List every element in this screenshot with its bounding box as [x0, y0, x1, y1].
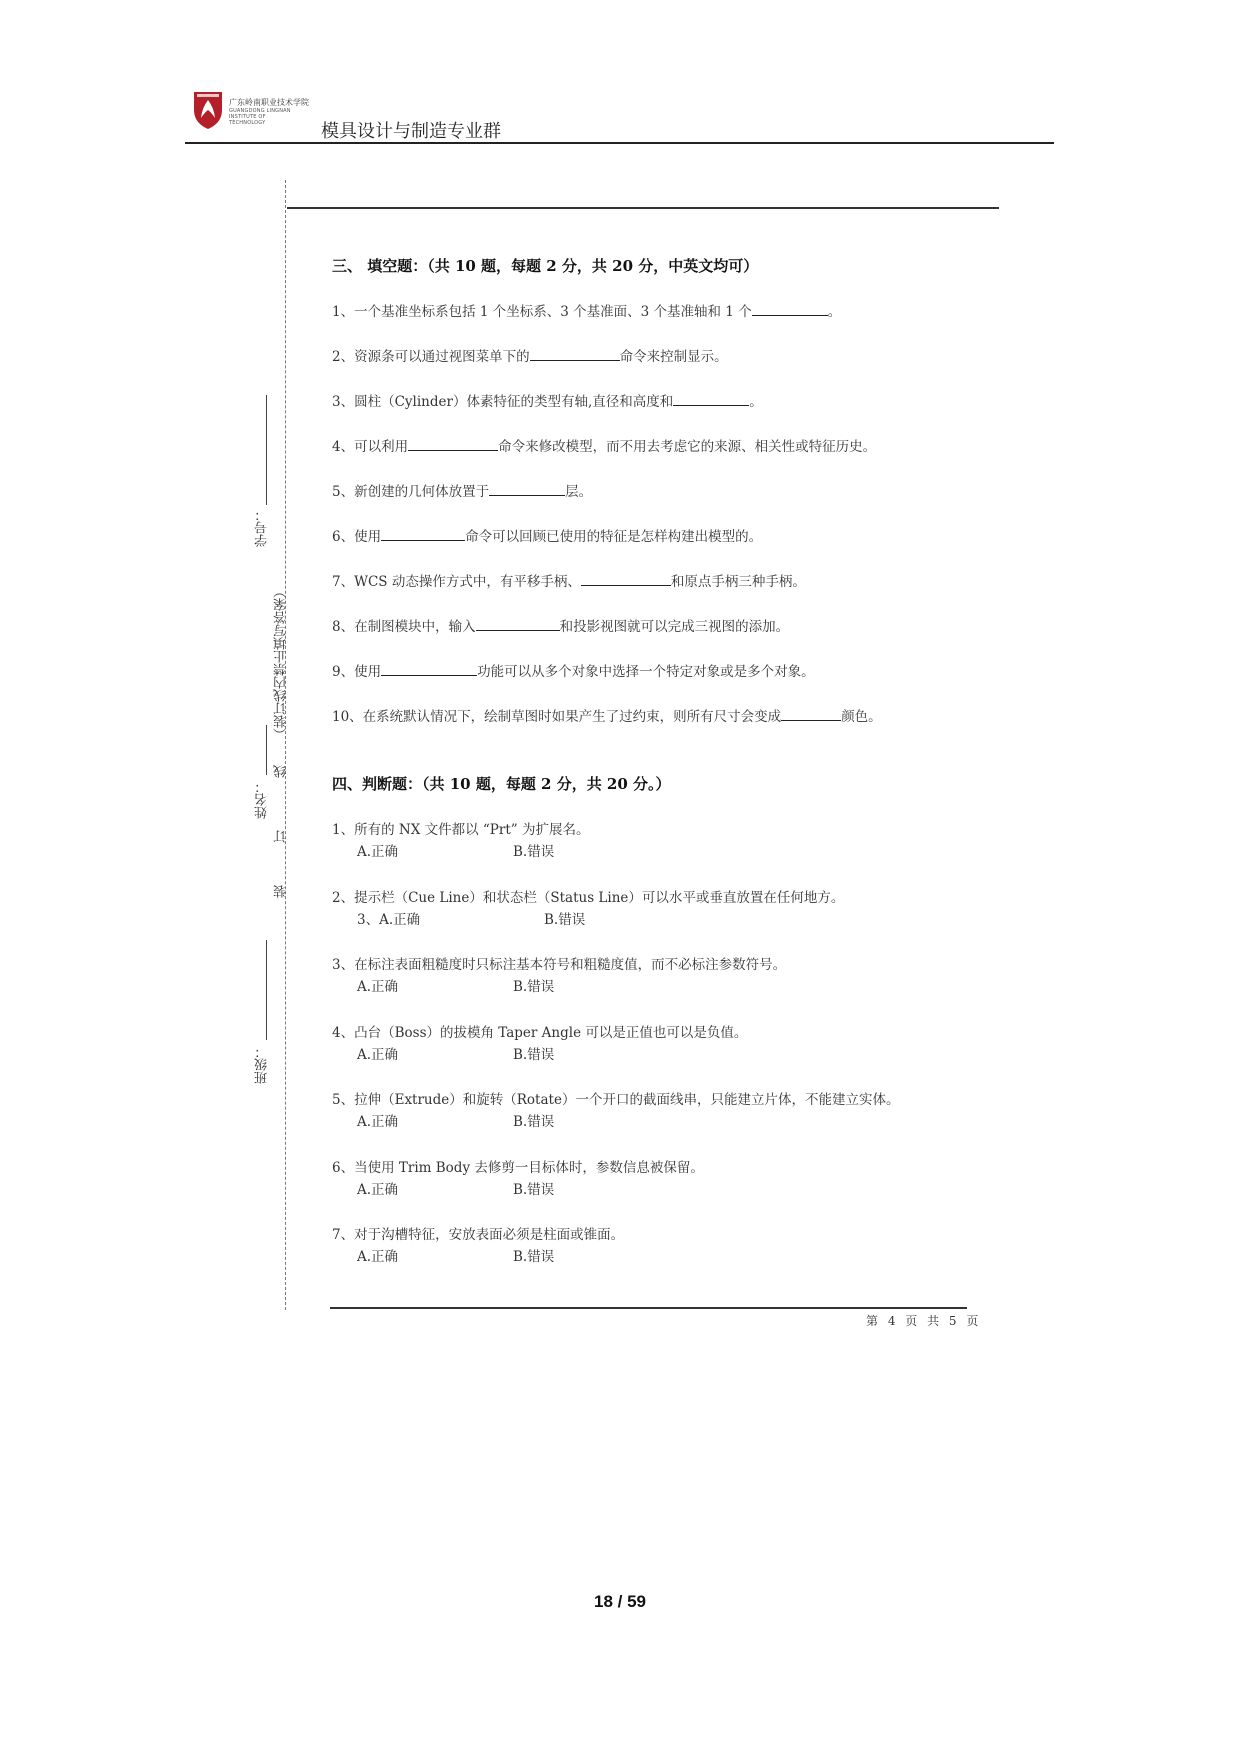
judge-question-5: 5、拉伸（Extrude）和旋转（Rotate）一个开口的截面线串，只能建立片体，不能建立实体。: [332, 1092, 900, 1108]
option-true[interactable]: A.正确: [357, 1249, 399, 1265]
school-logo-icon: [193, 90, 223, 130]
name-line: [266, 725, 267, 775]
binding-note: （装订线内禁止填写答案）: [274, 585, 289, 741]
judge-section-title: 四、判断题：（共 10 题，每题 2 分，共 20 分。）: [332, 775, 671, 793]
option-true[interactable]: A.正确: [357, 1047, 399, 1063]
fill-question-4: 4、可以利用 命令来修改模型，而不用去考虑它的来源、相关性或特征历史。: [332, 439, 877, 455]
option-false[interactable]: B.错误: [513, 979, 555, 995]
judge-question-7: 7、对于沟槽特征，安放表面必须是柱面或锥面。: [332, 1227, 625, 1243]
judge-question-4: 4、凸台（Boss）的拔模角 Taper Angle 可以是正值也可以是负值。: [332, 1025, 748, 1041]
option-false[interactable]: B.错误: [513, 1182, 555, 1198]
option-true[interactable]: 3、A.正确: [357, 912, 421, 928]
option-false[interactable]: B.错误: [513, 844, 555, 860]
sheet-bottom-rule: [330, 1307, 967, 1309]
judge-question-2: 2、提示栏（Cue Line）和状态栏（Status Line）可以水平或垂直放置在任何地方。: [332, 890, 845, 906]
answer-blank[interactable]: [381, 528, 465, 541]
header-divider: [185, 142, 1054, 144]
sheet-page-footer: 第 4 页 共 5 页: [866, 1314, 982, 1328]
school-name-en: GUANGDONG LINGNAN INSTITUTE OF TECHNOLOGY: [229, 108, 291, 126]
name-label: 姓名：: [255, 780, 270, 819]
fill-question-7: 7、WCS 动态操作方式中，有平移手柄、 和原点手柄三种手柄。: [332, 574, 806, 590]
class-line: [266, 940, 267, 1040]
option-false[interactable]: B.错误: [513, 1047, 555, 1063]
answer-blank[interactable]: [752, 303, 828, 316]
option-false[interactable]: B.错误: [513, 1249, 555, 1265]
answer-blank[interactable]: [489, 483, 565, 496]
option-false[interactable]: B.错误: [544, 912, 586, 928]
option-false[interactable]: B.错误: [513, 1114, 555, 1130]
judge-question-3: 3、在标注表面粗糙度时只标注基本符号和粗糙度值，而不必标注参数符号。: [332, 957, 787, 973]
class-label: 班级：: [255, 1045, 270, 1084]
binding-char-ding: 订: [274, 830, 289, 843]
student-id-line: [266, 395, 267, 505]
answer-blank[interactable]: [781, 708, 841, 721]
binding-char-zhuang: 装: [274, 885, 289, 898]
fill-question-5: 5、新创建的几何体放置于 层。: [332, 484, 593, 500]
answer-blank[interactable]: [581, 573, 671, 586]
answer-blank[interactable]: [530, 348, 620, 361]
answer-blank[interactable]: [408, 438, 498, 451]
option-true[interactable]: A.正确: [357, 844, 399, 860]
option-true[interactable]: A.正确: [357, 1114, 399, 1130]
answer-blank[interactable]: [476, 618, 560, 631]
answer-blank[interactable]: [381, 663, 477, 676]
option-true[interactable]: A.正确: [357, 1182, 399, 1198]
option-true[interactable]: A.正确: [357, 979, 399, 995]
fill-section-title: 三、 填空题：（共 10 题，每题 2 分，共 20 分，中英文均可）: [332, 257, 759, 275]
fill-question-6: 6、使用 命令可以回顾已使用的特征是怎样构建出模型的。: [332, 529, 763, 545]
fill-question-8: 8、在制图模块中，输入 和投影视图就可以完成三视图的添加。: [332, 619, 790, 635]
sheet-top-rule: [287, 207, 999, 209]
fill-question-3: 3、圆柱（Cylinder）体素特征的类型有轴,直径和高度和 。: [332, 394, 763, 410]
fill-question-2: 2、资源条可以通过视图菜单下的 命令来控制显示。: [332, 349, 728, 365]
binding-dashed-line: [285, 180, 286, 1310]
fill-question-10: 10、在系统默认情况下，绘制草图时如果产生了过约束，则所有尺寸会变成 颜色。: [332, 709, 882, 725]
judge-question-6: 6、当使用 Trim Body 去修剪一目标体时，参数信息被保留。: [332, 1160, 704, 1176]
group-title: 模具设计与制造专业群: [321, 121, 501, 142]
pdf-page-number: 18 / 59: [594, 1592, 646, 1611]
answer-blank[interactable]: [673, 393, 749, 406]
binding-char-line: 线: [274, 765, 289, 778]
fill-question-9: 9、使用 功能可以从多个对象中选择一个特定对象或是多个对象。: [332, 664, 815, 680]
fill-question-1: 1、一个基准坐标系包括 1 个坐标系、3 个基准面、3 个基准轴和 1 个 。: [332, 304, 842, 320]
judge-question-1: 1、所有的 NX 文件都以 “Prt” 为扩展名。: [332, 822, 590, 838]
school-name-cn: 广东岭南职业技术学院: [229, 98, 309, 107]
student-id-label: 学号：: [255, 508, 270, 547]
